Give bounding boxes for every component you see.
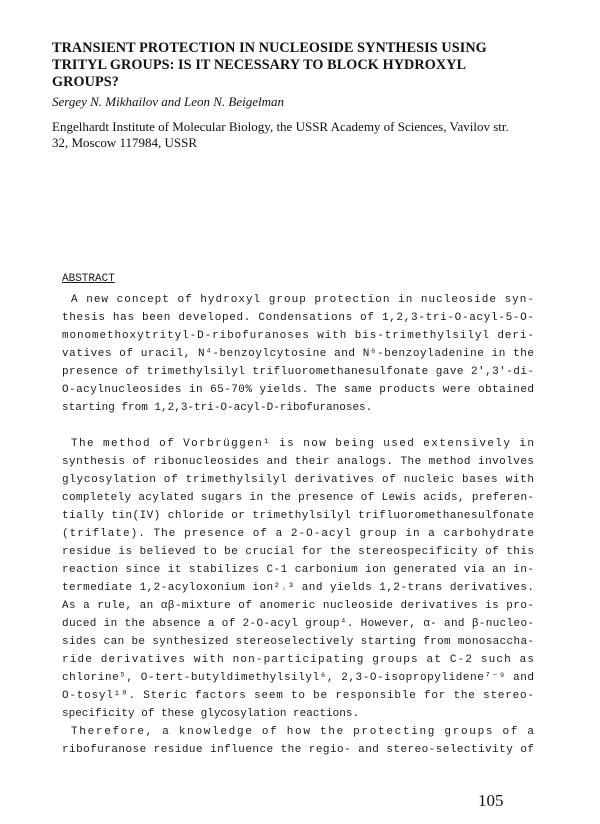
body-line: ribofuranose residue influence the regio- and stereo-selectivity of: [62, 744, 535, 756]
paper-authors: Sergey N. Mikhailov and Leon N. Beigelman: [52, 94, 285, 109]
body-line: ride derivatives with non-participating groups at C-2 such as: [62, 654, 536, 666]
abstract-line: starting from 1,2,3-tri-O-acyl-D-ribofuranoses.: [62, 402, 373, 414]
body-line: (triflate). The presence of a 2-O-acyl group in a carbohydrate: [62, 528, 536, 540]
body-line: reaction since it stabilizes C-1 carbonium ion generated via an in-: [62, 564, 535, 576]
body-line: The method of Vorbrüggen¹ is now being used extensively in: [71, 438, 536, 450]
abstract-line: vatives of uracil, N⁴-benzoylcytosine and N⁶-benzoyladenine in the: [62, 348, 535, 360]
abstract-line: monomethoxytrityl-D-ribofuranoses with bis-trimethylsilyl deri-: [62, 330, 535, 342]
body-line: chlorine⁵, O-tert-butyldimethylsilyl⁶, 2,3-O-isopropylidene⁷⁻⁹ and: [62, 672, 535, 684]
page-number: 105: [478, 791, 504, 810]
body-line: sides can be synthesized stereoselectively starting from monosaccha-: [62, 636, 535, 648]
abstract-line: thesis has been developed. Condensations of 1,2,3-tri-O-acyl-5-O-: [62, 312, 535, 324]
body-line: As a rule, an αβ-mixture of anomeric nucleoside derivatives is pro-: [62, 600, 535, 612]
abstract-line: O-acylnucleosides in 65-70% yields. The same products were obtained: [62, 384, 535, 396]
abstract-heading: ABSTRACT: [62, 273, 115, 285]
abstract-line: A new concept of hydroxyl group protection in nucleoside syn-: [71, 294, 535, 306]
body-line: completely acylated sugars in the presence of Lewis acids, preferen-: [62, 492, 535, 504]
body-line: specificity of these glycosylation reactions.: [62, 708, 360, 720]
paper-title: TRANSIENT PROTECTION IN NUCLEOSIDE SYNTHESIS USING TRITYL GROUPS: IS IT NECESSARY TO BLOCK HYDROXYL GROUPS?: [52, 40, 487, 90]
body-line: O-tosyl¹⁰. Steric factors seem to be responsible for the stereo-: [62, 690, 535, 702]
paper-affiliation: Engelhardt Institute of Molecular Biology, the USSR Academy of Sciences, Vavilov str. 32, Moscow 117984, USSR: [52, 119, 509, 150]
body-line: tially tin(IV) chloride or trimethylsilyl trifluoromethanesulfonate: [62, 510, 535, 522]
body-line: residue is believed to be crucial for the stereospecificity of this: [62, 546, 535, 558]
body-line: Therefore, a knowledge of how the protecting groups of a: [71, 726, 536, 738]
body-line: duced in the absence a of 2-O-acyl group⁴. However, α- and β-nucleo-: [62, 618, 535, 630]
body-line: synthesis of ribonucleosides and their analogs. The method involves: [62, 456, 535, 468]
body-line: termediate 1,2-acyloxonium ion²˒³ and yields 1,2-trans derivatives.: [62, 582, 535, 594]
body-line: glycosylation of trimethylsilyl derivatives of nucleic bases with: [62, 474, 535, 486]
abstract-line: presence of trimethylsilyl trifluoromethanesulfonate gave 2',3'-di-: [62, 366, 535, 378]
